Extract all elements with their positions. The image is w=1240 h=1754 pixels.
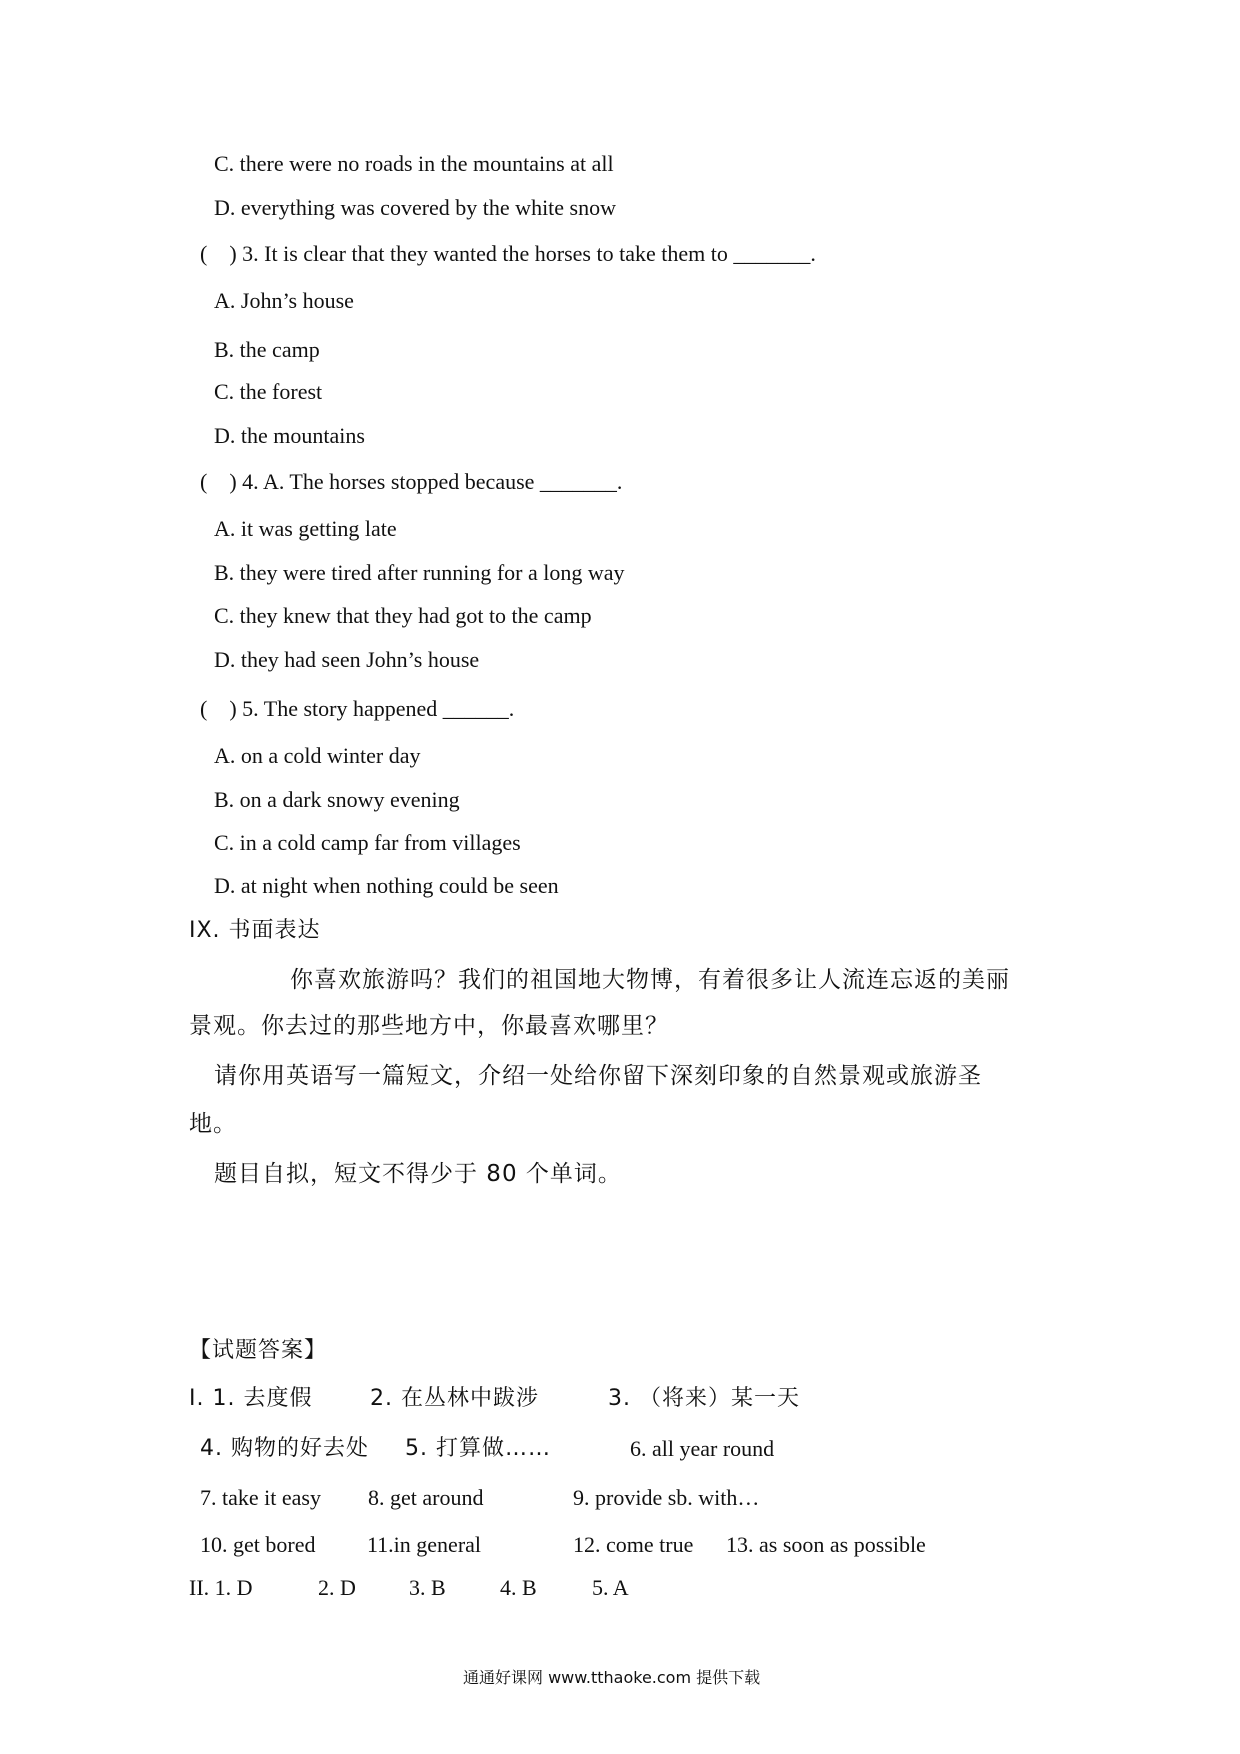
answer-item: 2. D [318, 1575, 356, 1600]
answer-item: 12. come true [573, 1532, 694, 1557]
q5-option-a: A. on a cold winter day [214, 743, 421, 768]
q3-option-d: D. the mountains [214, 423, 365, 448]
writing-paragraph-1-line-2: 景观。你去过的那些地方中，你最喜欢哪里？ [189, 1013, 669, 1039]
answer-item: 4. 购物的好去处 [200, 1436, 369, 1461]
q5-option-d: D. at night when nothing could be seen [214, 873, 559, 898]
answer-item: 13. as soon as possible [726, 1532, 926, 1557]
q4-option-b: B. they were tired after running for a long way [214, 560, 625, 585]
answers-heading: 【试题答案】 [189, 1338, 328, 1363]
q2-option-d: D. everything was covered by the white snow [214, 195, 617, 220]
answer-item: II. 1. D [189, 1575, 253, 1600]
writing-heading: IX. 书面表达 [189, 918, 321, 943]
answer-item: 9. provide sb. with… [573, 1485, 760, 1510]
answer-item: 10. get bored [200, 1532, 316, 1557]
writing-paragraph-2-line-2: 地。 [189, 1111, 237, 1137]
answer-item: 2. 在丛林中跋涉 [370, 1386, 539, 1411]
writing-paragraph-3: 题目自拟，短文不得少于 80 个单词。 [214, 1161, 622, 1187]
q3-option-c: C. the forest [214, 379, 323, 404]
q4-option-a: A. it was getting late [214, 516, 397, 541]
answer-item: 6. all year round [630, 1436, 775, 1461]
q5-option-c: C. in a cold camp far from villages [214, 830, 521, 855]
q3-stem: ( ) 3. It is clear that they wanted the horses to take them to _______. [200, 241, 816, 266]
q5-option-b: B. on a dark snowy evening [214, 787, 460, 812]
answer-item: 5. 打算做…… [405, 1436, 551, 1461]
answer-item: 5. A [592, 1575, 629, 1600]
q4-stem: ( ) 4. A. The horses stopped because _______. [200, 469, 623, 494]
writing-paragraph-2-line-1: 请你用英语写一篇短文，介绍一处给你留下深刻印象的自然景观或旅游圣 [214, 1063, 982, 1089]
answer-item: 11.in general [367, 1532, 482, 1557]
page-footer: 通通好课网 www.tthaoke.com 提供下载 [463, 1668, 761, 1687]
q5-stem: ( ) 5. The story happened ______. [200, 696, 515, 721]
writing-paragraph-1-line-1: 你喜欢旅游吗？我们的祖国地大物博，有着很多让人流连忘返的美丽 [290, 967, 1010, 993]
answer-item: 7. take it easy [200, 1485, 321, 1510]
answer-item: 3. （将来）某一天 [608, 1386, 800, 1411]
q4-option-d: D. they had seen John’s house [214, 647, 480, 672]
q2-option-c: C. there were no roads in the mountains at all [214, 151, 614, 176]
answer-item: 3. B [409, 1575, 446, 1600]
q3-option-a: A. John’s house [214, 288, 354, 313]
q3-option-b: B. the camp [214, 337, 320, 362]
answer-item: 4. B [500, 1575, 537, 1600]
answer-item: I. 1. 去度假 [189, 1386, 313, 1411]
answer-item: 8. get around [368, 1485, 484, 1510]
q4-option-c: C. they knew that they had got to the camp [214, 603, 592, 628]
